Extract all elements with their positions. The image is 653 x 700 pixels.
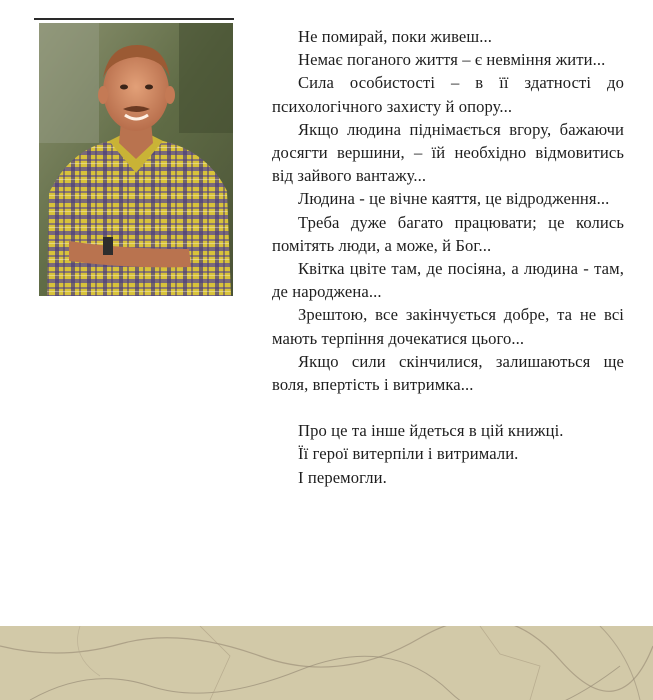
quote-6: Треба дуже багато працювати; це колись помітять люди, а може, й Бог... [272,212,624,255]
quote-2: Немає поганого життя – є невміння жити... [298,50,606,70]
author-portrait-image [39,23,233,296]
quote-3: Сила особистості – в її здатності до психологічного захисту й опору... [272,73,624,116]
closing-line-3: І перемогли. [298,467,387,487]
marble-veins [0,626,653,700]
marble-texture-band [0,626,653,700]
closing-line-1: Про це та інше йдеться в цій книжці. [298,421,564,441]
author-photo [39,23,233,296]
quotes-text-block [272,25,624,489]
quote-4: Якщо людина піднімається вгору, бажаючи досягти вершини, – їй необхідно відмовитись від зайвого вантажу... [272,119,624,186]
photo-top-rule [34,18,234,20]
quote-5: Людина - це вічне каяття, це відродження... [298,189,610,209]
quote-9: Якщо сили скінчилися, залишаються ще воля, впертість і витримка... [272,351,624,395]
quote-7: Квітка цвіте там, де посіяна, а людина - там, де народжена... [272,259,624,302]
quote-8: Зрештою, все закінчується добре, та не всі мають терпіння дочекатися цього... [272,305,624,348]
closing-line-2: Її герої витерпіли і витримали. [298,444,519,464]
quote-1: Не помирай, поки живеш... [298,27,493,46]
